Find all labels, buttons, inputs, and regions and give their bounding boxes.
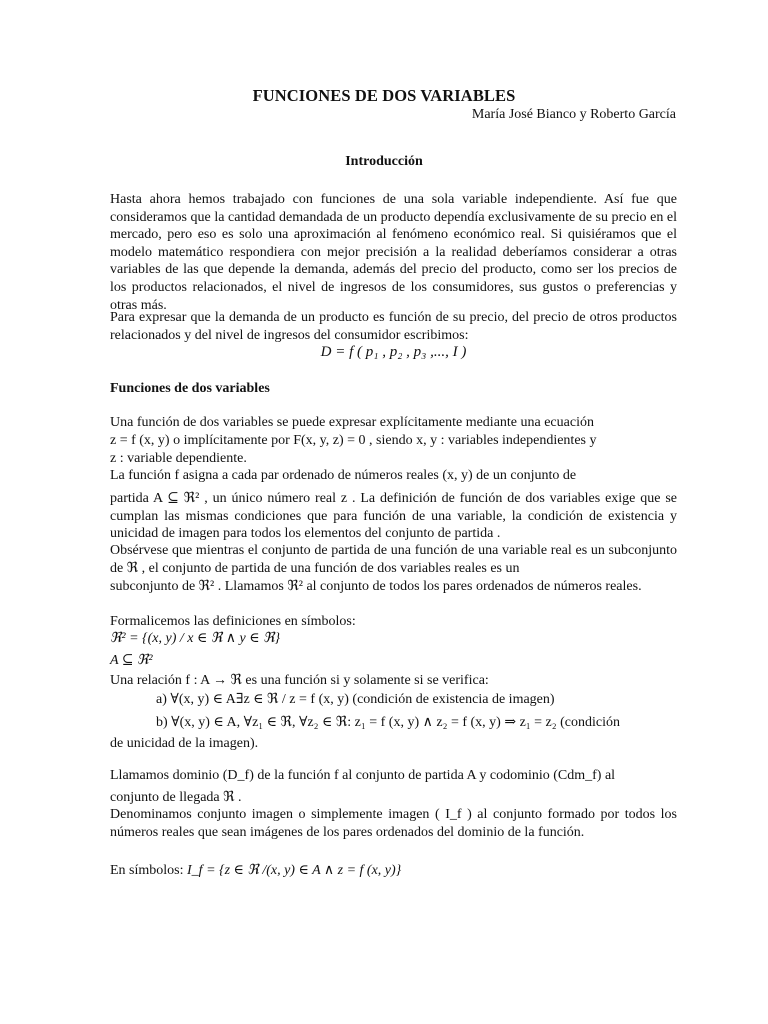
s1-line-8: Formalicemos las definiciones en símbolos: <box>110 614 356 629</box>
section-heading: Funciones de dos variables <box>110 381 270 396</box>
intro-heading: Introducción <box>345 154 423 169</box>
intro-paragraph-1: Hasta ahora hemos trabajado con funciones de una sola variable independiente. Así fue que consideramos que la cantidad demandada de un producto dependía exclusivamente de su precio en el mercado, pero eso es solo una aproximación al fenómeno económico real. Si quisiéramos que el modelo matemático respondiera con mejor precisión a la realidad deberíamos considerar a otras variables de las que depende la demanda, además del precio del producto, como ser los precios de los productos relacionados, el nivel de ingresos de los consumidores, sus gustos o preferencias y otras más. <box>110 192 677 313</box>
condition-a: a) ∀(x, y) ∈ A∃z ∈ ℜ / z = f (x, y) (condición de existencia de imagen) <box>156 692 555 707</box>
symbols-label: En símbolos: <box>110 863 184 878</box>
image-formula: I_f = {z ∈ ℜ /(x, y) ∈ A ∧ z = f (x, y)} <box>187 863 402 878</box>
s1-paragraph-5: partida A ⊆ ℜ² , un único número real z . La definición de función de dos variables exige que se cumplan las mismas condiciones que para función de una variable, la condición de existencia y unicidad de imagen para todos los elementos del conjunto de partida . <box>110 491 677 542</box>
s1-line-3: z : variable dependiente. <box>110 451 247 466</box>
relation-line: Una relación f : A → ℜ es una función si y solamente si se verifica: <box>110 673 489 688</box>
authors: María José Bianco y Roberto García <box>471 107 676 122</box>
domain-line-2: conjunto de llegada ℜ . <box>110 790 242 805</box>
image-paragraph: Denominamos conjunto imagen o simplemente imagen ( I_f ) al conjunto formado por todos los números reales que sean imágenes de los pares ordenados del dominio de la función. <box>110 807 677 840</box>
s1-line-4: La función f asigna a cada par ordenado de números reales (x, y) de un conjunto de <box>110 468 577 483</box>
s1-paragraph-7: subconjunto de ℜ² . Llamamos ℜ² al conjunto de todos los pares ordenados de números reales. <box>110 579 642 594</box>
condition-b-continuation: de unicidad de la imagen). <box>110 736 259 751</box>
s1-line-2: z = f (x, y) o implícitamente por F(x, y, z) = 0 , siendo x, y : variables independientes y <box>110 433 597 448</box>
s1-line-1: Una función de dos variables se puede expresar explícitamente mediante una ecuación <box>110 415 594 430</box>
domain-line-1: Llamamos dominio (D_f) de la función f al conjunto de partida A y codominio (Cdm_f) al <box>110 768 616 783</box>
demand-formula: D = f ( p₁ , p₂ , p₃ ,..., I ) <box>320 344 467 360</box>
page-title: FUNCIONES DE DOS VARIABLES <box>252 86 516 105</box>
intro-paragraph-2: Para expresar que la demanda de un producto es función de su precio, del precio de otros productos relacionados y del nivel de ingresos del consumidor escribimos: <box>110 310 677 343</box>
set-r2-formula: ℜ² = {(x, y) / x ∈ ℜ ∧ y ∈ ℜ} <box>110 631 281 646</box>
s1-paragraph-6: Obsérvese que mientras el conjunto de partida de una función de una variable real es un subconjunto de ℜ , el conjunto de partida de una función de dos variables reales es un <box>110 543 677 576</box>
symbols-line <box>110 862 677 880</box>
condition-b: b) ∀(x, y) ∈ A, ∀z₁ ∈ ℜ, ∀z₂ ∈ ℜ: z₁ = f (x, y) ∧ z₂ = f (x, y) ⇒ z₁ = z₂ (condición <box>156 715 621 730</box>
set-a-formula: A ⊆ ℜ² <box>110 653 153 668</box>
